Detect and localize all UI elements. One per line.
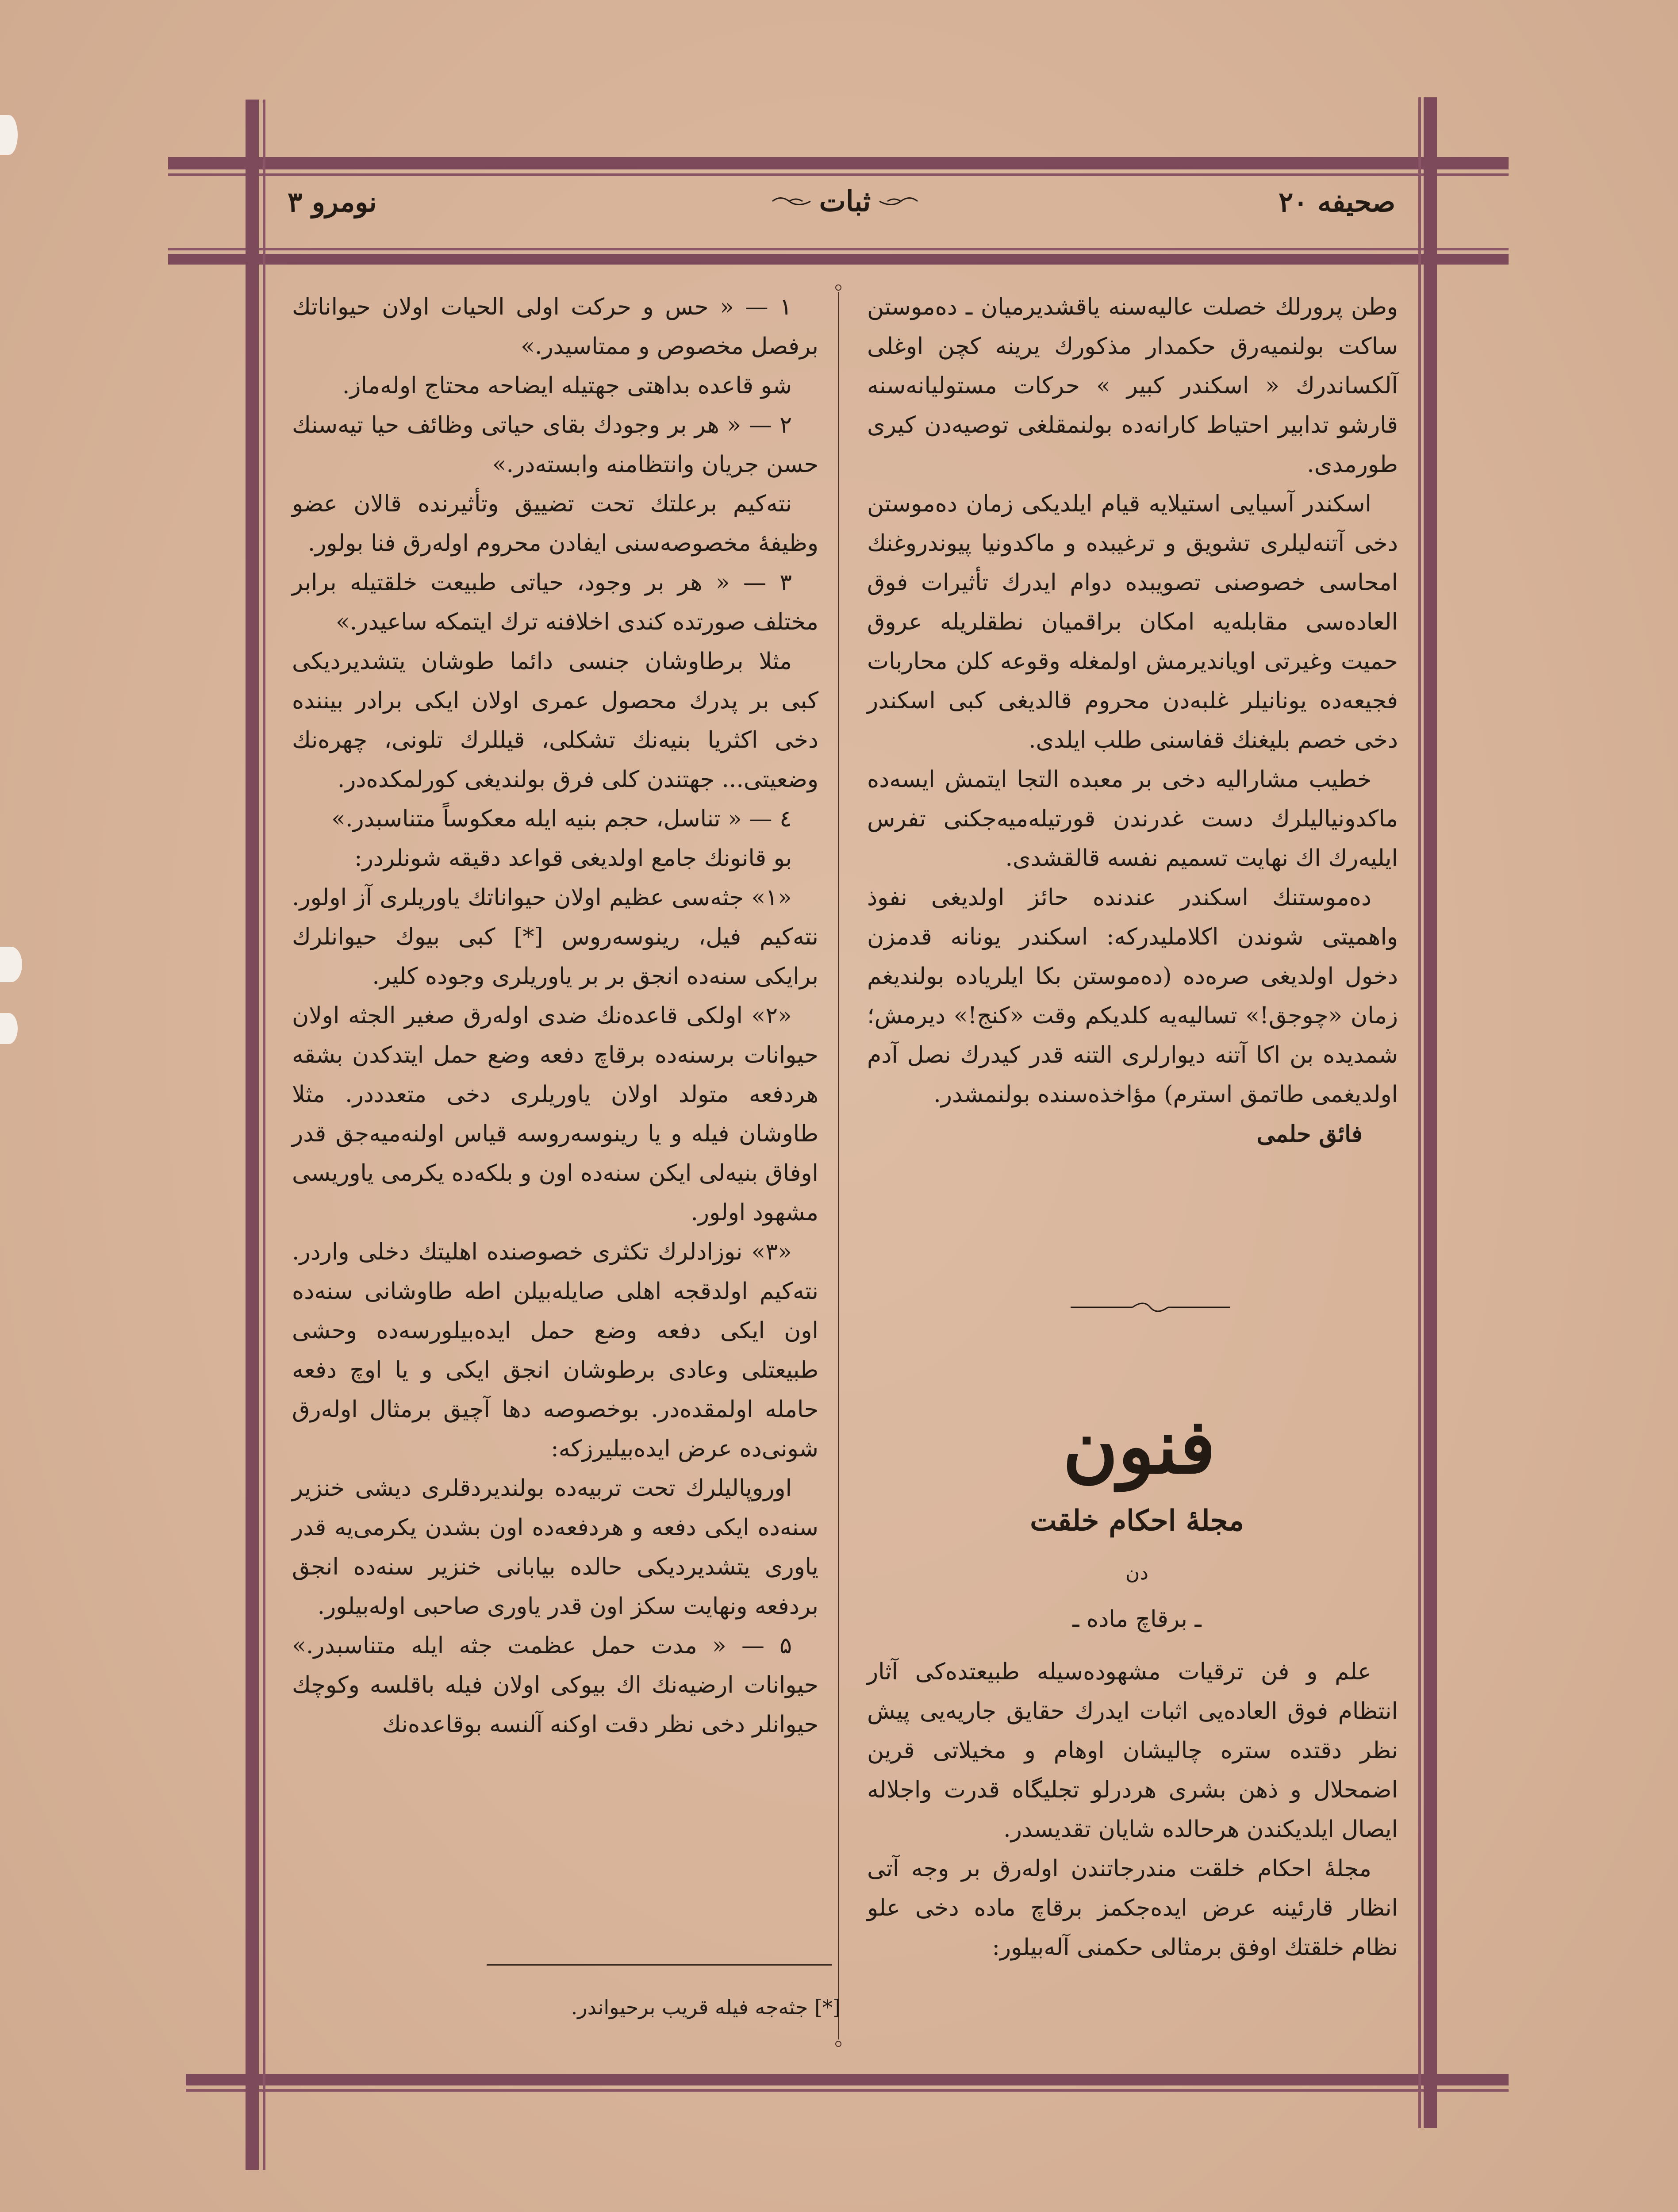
paragraph: بو قانونك جامع اولدیغی قواعد دقیقه شونلردر: (354, 845, 792, 872)
page-number-label: صحیفه ۲۰ (1279, 186, 1396, 218)
paragraph: وطن پرورلك خصلت عالیه‌سنه یاقشدیرمیان ـ دەموستن ساکت بولنمیه‌رق حکمدار مذکورك یرینه کچن اوغلی آلکساندرك « اسکندر کبیر » حرکات مستولیانه‌سنه قارشو تدابیر احتیاط کارانه‌ده بولنمقلغی توصیه‌دن کیری طورمدی. (867, 294, 1398, 478)
frame-rule-bottom (186, 2074, 1509, 2085)
ornament-left-icon (772, 195, 811, 208)
footnote: [*] جثه‌جه فیله قریب برحیواندر. (571, 1995, 841, 2019)
frame-rule-right-inner (1418, 97, 1421, 2128)
author-signature: فائق حلمی (1256, 1121, 1363, 1148)
paragraph: ۲ — « هر بر وجودك بقای حیاتی وظائف حیا تیه‌سنك حسن جریان وانتظامنه وابسته‌در.» (292, 412, 818, 478)
torn-edge (0, 947, 22, 982)
section-subheading: مجلهٔ احکام خلقت (1030, 1504, 1244, 1537)
paragraph: خطیب مشارالیه دخی بر معبده التجا ایتمش ایسه‌ده ماکدونیالیلرك دست غدرندن قورتیله‌میه‌جکنی تفرس ایلیه‌رك اك نهایت تسمیم نفسه قالقشدی. (867, 766, 1398, 872)
frame-rule-top-inner (168, 173, 1509, 176)
section-heading: فنون (1063, 1402, 1216, 1491)
frame-rule-right (1424, 97, 1437, 2128)
paragraph: «۳» نوزادلرك تکثری خصوصنده اهلیتك دخلی واردر. نته‌کیم اولدقجه اهلی صایلەبیلن اطه طاوشانی سنه‌ده اون ایکی دفعه وضع حمل ایده‌بیلورسه‌ده وحشی طبیعتلی وعادی برطوشان انجق ایکی و یا اوچ دفعه حامله اولمقده‌در. بوخصوصه دها آچیق برمثال اوله‌رق شونی‌ده عرض ایده‌بیلیرزکه: (292, 1239, 818, 1462)
ornament-right-icon (879, 195, 918, 208)
paragraph: نته‌کیم برعلتك تحت تضییق وتأثیرنده قالان عضو وظیفهٔ مخصوصه‌سنی ایفادن محروم اوله‌رق فنا بولور. (292, 491, 818, 557)
frame-rule-header-bottom-thick (168, 254, 1509, 265)
masthead (765, 181, 925, 221)
torn-edge (0, 115, 18, 155)
frame-rule-top (168, 157, 1509, 169)
frame-rule-left (246, 100, 259, 2170)
left-column (292, 288, 818, 1744)
paragraph: شو قاعده بداهتی جهتیله ایضاحه محتاج اوله‌ماز. (342, 373, 792, 399)
footnote-rule (487, 1964, 832, 1966)
paragraph: «۲» اولکی قاعده‌نك ضدی اوله‌رق صغیر الجثه اولان حیوانات برسنه‌ده برقاچ دفعه وضع حمل ایتدکدن بشقه هردفعه متولد اولان یاوریلری دخی متعدددر. مثلا طاوشان فیله و یا رینوسه‌روسه قیاس اولنه‌میه‌جق قدر اوفاق بنیه‌لی ایکن سنه‌ده اون و بلکه‌ده یکرمی یاوریسی مشهود اولور. (292, 1002, 818, 1226)
section-body (867, 1652, 1398, 1967)
journal-title: ثبات (819, 184, 871, 218)
paragraph: مجلهٔ احکام خلقت مندرجاتندن اوله‌رق بر وجه آتی انظار قارئینه عرض ایده‌جکمز برقاچ ماده دخی علو نظام خلقتك اوفق برمثالی حکمنی آله‌بیلور: (867, 1855, 1398, 1961)
section-from: دن (1125, 1562, 1148, 1584)
section-separator (1071, 1298, 1230, 1316)
paragraph: اوروپالیلرك تحت تربیه‌ده بولندیردقلری دیشی خنزیر سنه‌ده ایکی دفعه و هردفعه‌ده اون بشدن یکرمی‌یه قدر یاوری یتشدیردیکی حالده بیابانی خنزیر سنه‌ده انجق بردفعه ونهایت سکز اون قدر یاوری صاحبی اوله‌بیلور. (292, 1475, 818, 1620)
paragraph: دەموستنك اسکندر عندنده حائز اولدیغی نفوذ واهمیتی شوندن اکلاملیدرکه: اسکندر یونانه قدمزن دخول اولدیغی صرەده (دەموستن بکا ایلریاده بولندیغم زمان «چوجق!» تسالیه‌یه کلدیکم وقت «کنج!» دیرمش؛ شمدیده بن اکا آتنه دیوارلری التنه قدر کیدرك نصل آدم اولدیغمی طاتمق استرم) مؤاخذه‌سنده بولنمشدر. (867, 884, 1398, 1108)
paragraph: اسکندر آسیایی استیلایه قیام ایلدیکی زمان دەموستن دخی آتنه‌لیلری تشویق و ترغیبده و ماکدونیا پیوندروغنك امحاسی خصوصنی تصویبده دوام ایدرك تأثیرات فوق العاده‌سی مقابله‌یه امکان براقمیان نطقلریله عروق حمیت وغیرتی اویاندیرمش اولمغله وقوعه کلن محاربات فجیعه‌ده یونانیلر غلبه‌دن محروم قالدیغی کبی اسکندر دخی خصم بلیغنك قفاسنی طلب ایلدی. (867, 491, 1398, 753)
frame-rule-left-inner (263, 100, 265, 2170)
paragraph: علم و فن ترقیات مشهوده‌سیله طبیعتده‌کی آثار انتظام فوق العاده‌یی اثبات ایدرك حقایق جاریه‌یی پیش نظر دقتده ستره چالیشان اوهام و مخیلاتی قرین اضمحلال و ذهن بشری هردرلو تجلیگاه قدرت واجلاله ایصال ایلدیکندن هرحالده شایان تقدیسدر. (867, 1659, 1398, 1843)
paragraph: ۳ — « هر بر وجود، حیاتی طبیعت خلقتیله برابر مختلف صورتده کندی اخلافنه ترك ایتمکه ساعیدر.» (292, 569, 818, 635)
torn-edge (0, 1013, 18, 1044)
paragraph: مثلا برطاوشان جنسی دائما طوشان یتشدیردیکی کبی بر پدرك محصول عمری اولان ایکی برادر بیننده دخی اکثریا بنیه‌نك تشکلی، قیللرك تلونی، چهره‌نك وضعیتی... جهتندن کلی فرق بولندیغی کورلمکده‌در. (292, 648, 818, 793)
paragraph: ۱ — « حس و حرکت اولی الحیات اولان حیواناتك برفصل مخصوص و ممتاسیدر.» (292, 294, 818, 360)
paragraph: ۵ — « مدت حمل عظمت جثه ایله متناسبدر.» حیوانات ارضیه‌نك اك بیوکی اولان فیله باقلسه وکوچك حیوانلر دخی نظر دقت اوکنه آلنسه بوقاعده‌نك (292, 1632, 818, 1738)
issue-number-label: نومرو ۳ (288, 186, 377, 218)
right-column (867, 288, 1398, 1154)
column-divider (835, 283, 841, 2048)
paragraph: ٤ — « تناسل، حجم بنیه ایله معکوساً متناسبدر.» (331, 806, 792, 832)
frame-rule-bottom-inner (186, 2089, 1509, 2092)
section-topic: ـ برقاچ ماده ـ (1072, 1606, 1202, 1632)
frame-rule-header-bottom (168, 248, 1509, 250)
paragraph: «۱» جثه‌سی عظیم اولان حیواناتك یاوریلری آز اولور. نته‌کیم فیل، رینوسه‌روس [*] کبی بیوك حیوانلرك برایکی سنه‌ده انجق بر بر یاوریلری وجوده کلیر. (292, 884, 818, 990)
